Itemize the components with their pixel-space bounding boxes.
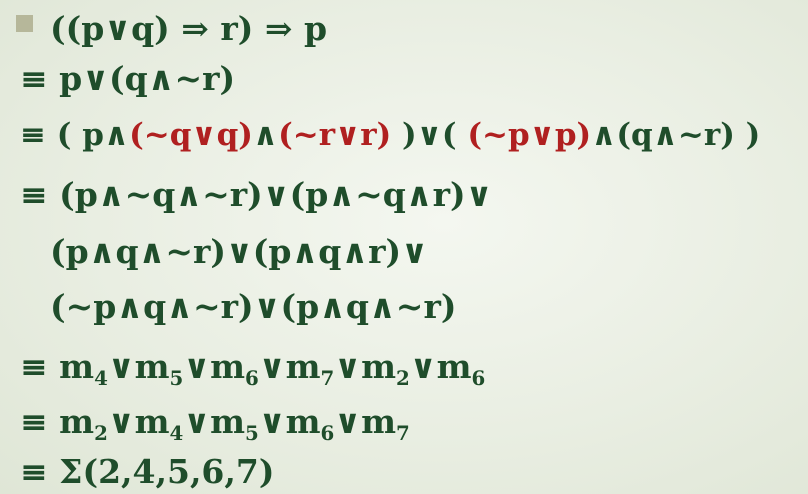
expression-line-1 [50, 9, 328, 48]
expression-line-3 [20, 117, 761, 153]
minterm-index: 4 [169, 420, 184, 445]
line-2-text: ≡ p∨(q∧~r) [20, 59, 236, 98]
minterm: $m_6$ [285, 402, 335, 445]
or-operator: ∨ [409, 347, 437, 386]
minterm: $m_6$ [436, 347, 486, 390]
minterm: $m_6$ [210, 347, 259, 390]
expression-line-2 [20, 59, 236, 98]
line-3-seg-4: (~r∨r) [278, 117, 392, 153]
line-3-seg-7: ∧(q∧~r) ) [591, 117, 761, 153]
minterm: $m_7$ [361, 402, 410, 445]
line-4-text: ≡ (p∧~q∧~r)∨(p∧~q∧r)∨ [20, 175, 493, 214]
minterm-list [59, 347, 486, 390]
minterm: $m_5$ [134, 347, 184, 390]
line-3-seg-6: (~p∨p) [467, 117, 592, 153]
line-3-seg-3: ∧ [252, 117, 279, 153]
minterm: $m_2$ [59, 402, 108, 445]
minterm-index: 5 [169, 365, 184, 390]
line-8-prefix: ≡ [20, 402, 60, 441]
minterm-index: 6 [471, 365, 486, 390]
minterm-index: 4 [94, 365, 108, 390]
or-operator: ∨ [258, 402, 286, 441]
minterm: $m_4$ [134, 402, 184, 445]
or-operator: ∨ [258, 347, 286, 386]
minterm-index: 5 [245, 420, 259, 445]
line-3-seg-5: )∨( [391, 117, 468, 153]
line-9-text: ≡ Σ(2,4,5,6,7) [20, 452, 275, 491]
or-operator: ∨ [183, 347, 211, 386]
minterm-index: 6 [320, 420, 335, 445]
or-operator: ∨ [107, 347, 135, 386]
minterm: $m_5$ [210, 402, 259, 445]
line-5-text: (p∧q∧~r)∨(p∧q∧r)∨ [50, 232, 428, 271]
minterm: $m_7$ [285, 347, 335, 390]
line-7-prefix: ≡ [20, 347, 60, 386]
expression-line-4 [20, 175, 493, 214]
minterm: $m_2$ [361, 347, 410, 390]
minterm-index: 7 [320, 365, 335, 390]
line-6-text: (~p∧q∧~r)∨(p∧q∧~r) [50, 287, 457, 326]
line-1-text: ((p∨q) ⇒ r) ⇒ p [50, 9, 328, 48]
or-operator: ∨ [107, 402, 135, 441]
or-operator: ∨ [334, 402, 362, 441]
line-3-seg-1: ≡ ( p∧ [20, 117, 130, 153]
minterm: $m_4$ [59, 347, 108, 390]
or-operator: ∨ [334, 347, 362, 386]
minterm-index: 2 [396, 365, 410, 390]
expression-line-7 [20, 347, 486, 390]
expression-line-5 [50, 232, 428, 271]
expression-line-8 [20, 402, 410, 445]
expression-line-9 [20, 452, 275, 491]
minterm-index: 2 [94, 420, 108, 445]
minterm-index: 6 [245, 365, 259, 390]
expression-line-6 [50, 287, 457, 326]
square-bullet-icon [16, 15, 33, 32]
or-operator: ∨ [183, 402, 211, 441]
minterm-list [59, 402, 410, 445]
line-3-seg-2: (~q∨q) [129, 117, 253, 153]
minterm-index: 7 [396, 420, 410, 445]
